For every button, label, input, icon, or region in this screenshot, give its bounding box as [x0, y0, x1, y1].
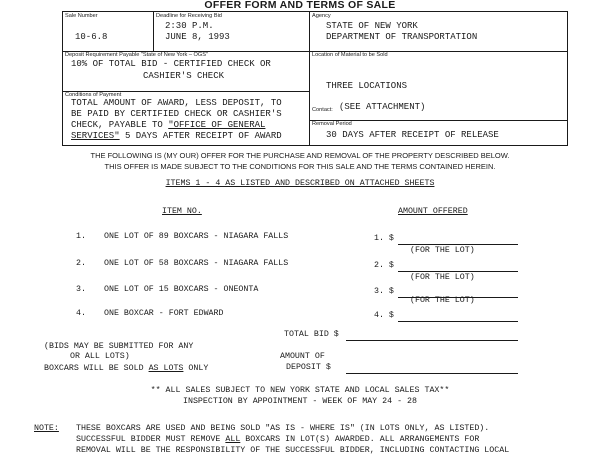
conditions-line1: TOTAL AMOUNT OF AWARD, LESS DEPOSIT, TO: [71, 98, 282, 108]
bids-note-line3: BOXCARS WILL BE SOLD AS LOTS ONLY: [44, 364, 209, 373]
deadline-cell: [153, 12, 309, 51]
amount-field[interactable]: [398, 321, 518, 322]
item-number-header: ITEM NO.: [162, 207, 202, 216]
inspection-note: INSPECTION BY APPOINTMENT - WEEK OF MAY 24 - 28: [182, 397, 417, 406]
removal-period-value: 30 DAYS AFTER RECEIPT OF RELEASE: [326, 130, 499, 140]
agency-line1: STATE OF NEW YORK: [326, 21, 418, 31]
item-number: 4.: [76, 309, 86, 318]
offer-statement-line2: THIS OFFER IS MADE SUBJECT TO THE CONDITIONS FOR THIS SALE AND THE TERMS CONTAINED HEREIN.: [104, 162, 496, 171]
contact-label: Contact:: [312, 107, 333, 113]
amount-label: 4. $: [374, 311, 394, 320]
bids-note-line2: OR ALL LOTS): [70, 352, 130, 361]
total-bid-field[interactable]: [346, 340, 518, 341]
form-title: OFFER FORM AND TERMS OF SALE: [204, 0, 396, 11]
amount-field[interactable]: [398, 271, 518, 272]
items-heading: ITEMS 1 - 4 AS LISTED AND DESCRIBED ON ATTACHED SHEETS: [165, 179, 435, 188]
deposit-amount-label-line2: DEPOSIT $: [286, 363, 331, 372]
sale-info-table: [62, 11, 568, 146]
item-unit-note: (FOR THE LOT): [410, 296, 475, 305]
bids-note-line1: (BIDS MAY BE SUBMITTED FOR ANY: [44, 342, 194, 351]
amount-label: 2. $: [374, 261, 394, 270]
deposit-amount-label-line1: AMOUNT OF: [280, 352, 325, 361]
item-description: ONE LOT OF 15 BOXCARS - ONEONTA: [104, 285, 259, 294]
item-description: ONE LOT OF 89 BOXCARS - NIAGARA FALLS: [104, 232, 289, 241]
deposit-line1: 10% OF TOTAL BID - CERTIFIED CHECK OR: [71, 59, 271, 69]
conditions-label: Conditions of Payment: [65, 92, 122, 98]
contact-value: (SEE ATTACHMENT): [339, 102, 426, 112]
contact-cell: [309, 97, 567, 119]
deadline-label: Deadline for Receiving Bid: [156, 13, 222, 19]
amount-label: 1. $: [374, 234, 394, 243]
agency-line2: DEPARTMENT OF TRANSPORTATION: [326, 32, 478, 42]
item-description: ONE LOT OF 58 BOXCARS - NIAGARA FALLS: [104, 259, 289, 268]
deposit-line2: CASHIER'S CHECK: [143, 71, 225, 81]
sale-number-label: Sale Number: [65, 13, 98, 19]
conditions-line2: BE PAID BY CERTIFIED CHECK OR CASHIER'S: [71, 109, 282, 119]
deadline-time: 2:30 P.M.: [165, 21, 214, 31]
amount-offered-header: AMOUNT OFFERED: [398, 207, 468, 216]
item-unit-note: (FOR THE LOT): [410, 273, 475, 282]
agency-label: Agency: [312, 13, 331, 19]
note-line3: REMOVAL WILL BE THE RESPONSIBILITY OF THE SUCCESSFUL BIDDER, INCLUDING CONTACTING LOCAL: [76, 446, 510, 455]
conditions-line4: SERVICES" 5 DAYS AFTER RECEIPT OF AWARD: [71, 131, 282, 141]
removal-cell: [309, 120, 567, 146]
sale-number-value: 10-6.8: [75, 32, 108, 42]
amount-label: 3. $: [374, 287, 394, 296]
deposit-cell: [63, 51, 309, 91]
offer-statement-line1: THE FOLLOWING IS (MY OUR) OFFER FOR THE PURCHASE AND REMOVAL OF THE PROPERTY DESCRIBED BELOW.: [90, 151, 510, 160]
item-description: ONE BOXCAR - FORT EDWARD: [104, 309, 224, 318]
sale-number-cell: [63, 12, 153, 51]
item-number: 2.: [76, 259, 86, 268]
item-number: 3.: [76, 285, 86, 294]
item-unit-note: (FOR THE LOT): [410, 246, 475, 255]
deposit-amount-field[interactable]: [346, 373, 518, 374]
item-number: 1.: [76, 232, 86, 241]
removal-period-label: Removal Period: [312, 121, 352, 127]
agency-cell: [309, 12, 567, 51]
location-label: Location of Material to be Sold: [312, 52, 388, 58]
location-value: THREE LOCATIONS: [326, 81, 408, 91]
conditions-cell: [63, 91, 309, 146]
conditions-line3: CHECK, PAYABLE TO "OFFICE OF GENERAL: [71, 120, 266, 130]
sales-tax-note: ** ALL SALES SUBJECT TO NEW YORK STATE AND LOCAL SALES TAX**: [150, 386, 450, 395]
amount-field[interactable]: [398, 244, 518, 245]
deadline-date: JUNE 8, 1993: [165, 32, 230, 42]
note-line1: THESE BOXCARS ARE USED AND BEING SOLD "AS IS - WHERE IS" (IN LOTS ONLY, AS LISTED).: [76, 424, 490, 433]
deposit-label: Deposit Requirement Payable "State of New York – OGS": [65, 52, 208, 58]
total-bid-label: TOTAL BID $: [284, 330, 339, 339]
note-line2: SUCCESSFUL BIDDER MUST REMOVE ALL BOXCARS IN LOT(S) AWARDED. ALL ARRANGEMENTS FOR: [76, 435, 480, 444]
note-label: NOTE:: [34, 424, 59, 433]
